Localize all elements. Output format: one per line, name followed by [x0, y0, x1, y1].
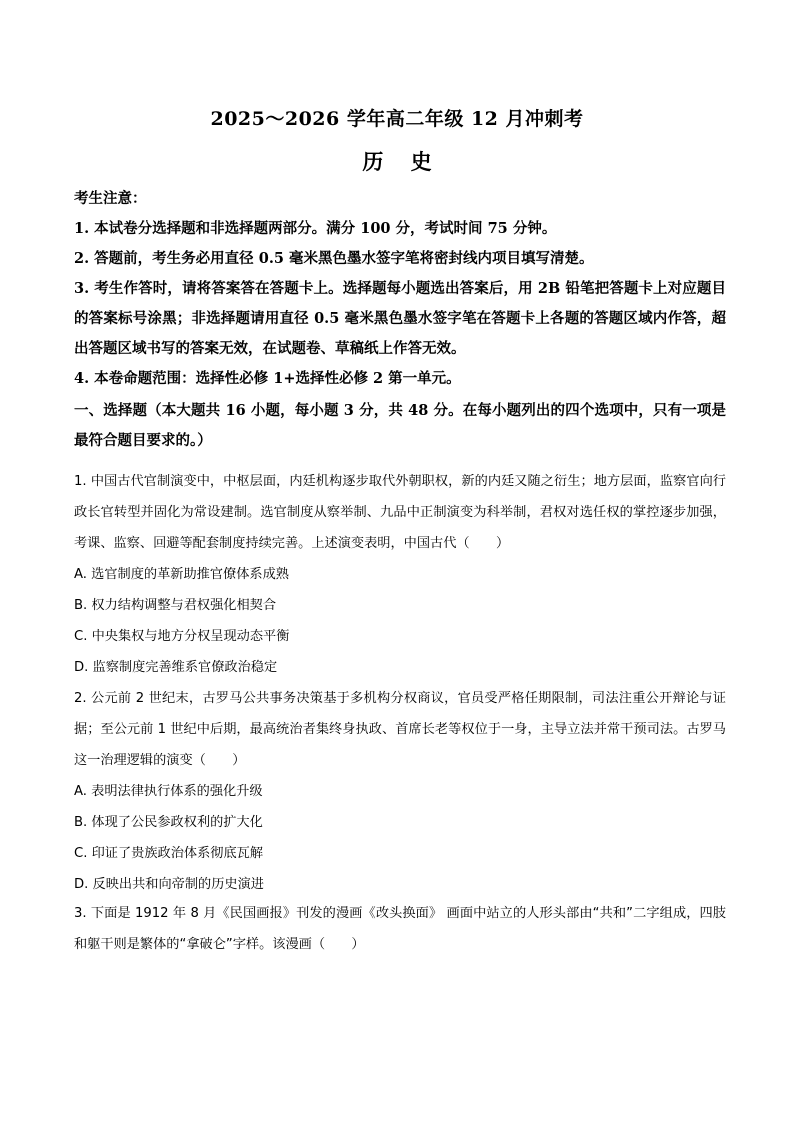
option-b: B. 权力结构调整与君权强化相契合 — [74, 598, 277, 613]
notes-item-3: 3. 考生作答时，请将答案答在答题卡上。选择题每小题选出答案后，用 2B 铅笔把答题卡上对应题目的答案标号涂黑；非选择题请用直径 0.5 毫米黑色墨水签字笔在答题卡上各题的答题区域内作答，超出答题区域书写的答案无效，在试题卷、草稿纸上作答无效。 — [74, 280, 726, 357]
notes-item-1: 1. 本试卷分选择题和非选择题两部分。满分 100 分，考试时间 75 分钟。 — [74, 220, 557, 237]
notes-heading: 考生注意： — [74, 190, 147, 207]
subject-title: 历 史 — [362, 149, 442, 174]
option-a: A. 表明法律执行体系的强化升级 — [74, 784, 263, 799]
notes-item-4: 4. 本卷命题范围：选择性必修 1+选择性必修 2 第一单元。 — [74, 370, 461, 387]
question-2 — [74, 683, 726, 900]
question-stem: 2. 公元前 2 世纪末，古罗马公共事务决策基于多机构分权商议，官员受严格任期限制，司法注重公开辩论与证据；至公元前 1 世纪中后期，最高统治者集终身执政、首席长老等权位于一身，主导立法并常干预司法。古罗马这一治理逻辑的演变（ ） — [74, 691, 726, 768]
section-heading: 一、选择题（本大题共 16 小题，每小题 3 分，共 48 分。在每小题列出的四个选项中，只有一项是最符合题目要求的。） — [74, 402, 726, 449]
option-d: D. 反映出共和向帝制的历史演进 — [74, 877, 264, 892]
exam-notes — [74, 184, 726, 394]
option-c: C. 印证了贵族政治体系彻底瓦解 — [74, 846, 264, 861]
option-a: A. 选官制度的革新助推官僚体系成熟 — [74, 567, 289, 582]
question-stem: 1. 中国古代官制演变中，中枢层面，内廷机构逐步取代外朝职权，新的内廷又随之衍生；地方层面，监察官向行政长官转型并固化为常设建制。选官制度从察举制、九品中正制演变为科举制，君权对选任权的掌控逐步加强，考课、监察、回避等配套制度持续完善。上述演变表明，中国古代（ ） — [74, 474, 726, 551]
notes-item-2: 2. 答题前，考生务必用直径 0.5 毫米黑色墨水签字笔将密封线内项目填写清楚。 — [74, 250, 594, 267]
question-1 — [74, 466, 726, 683]
option-c: C. 中央集权与地方分权呈现动态平衡 — [74, 629, 290, 644]
option-b: B. 体现了公民参政权利的扩大化 — [74, 815, 263, 830]
question-3 — [74, 898, 726, 960]
exam-title: 2025～2026 学年高二年级 12 月冲刺考 — [210, 108, 584, 130]
question-stem: 3. 下面是 1912 年 8 月《民国画报》刊发的漫画《改头换面》 画面中站立的人形头部由“共和”二字组成，四肢和躯干则是繁体的“拿破仑”字样。该漫画（ ） — [74, 906, 726, 952]
option-d: D. 监察制度完善维系官僚政治稳定 — [74, 660, 278, 675]
